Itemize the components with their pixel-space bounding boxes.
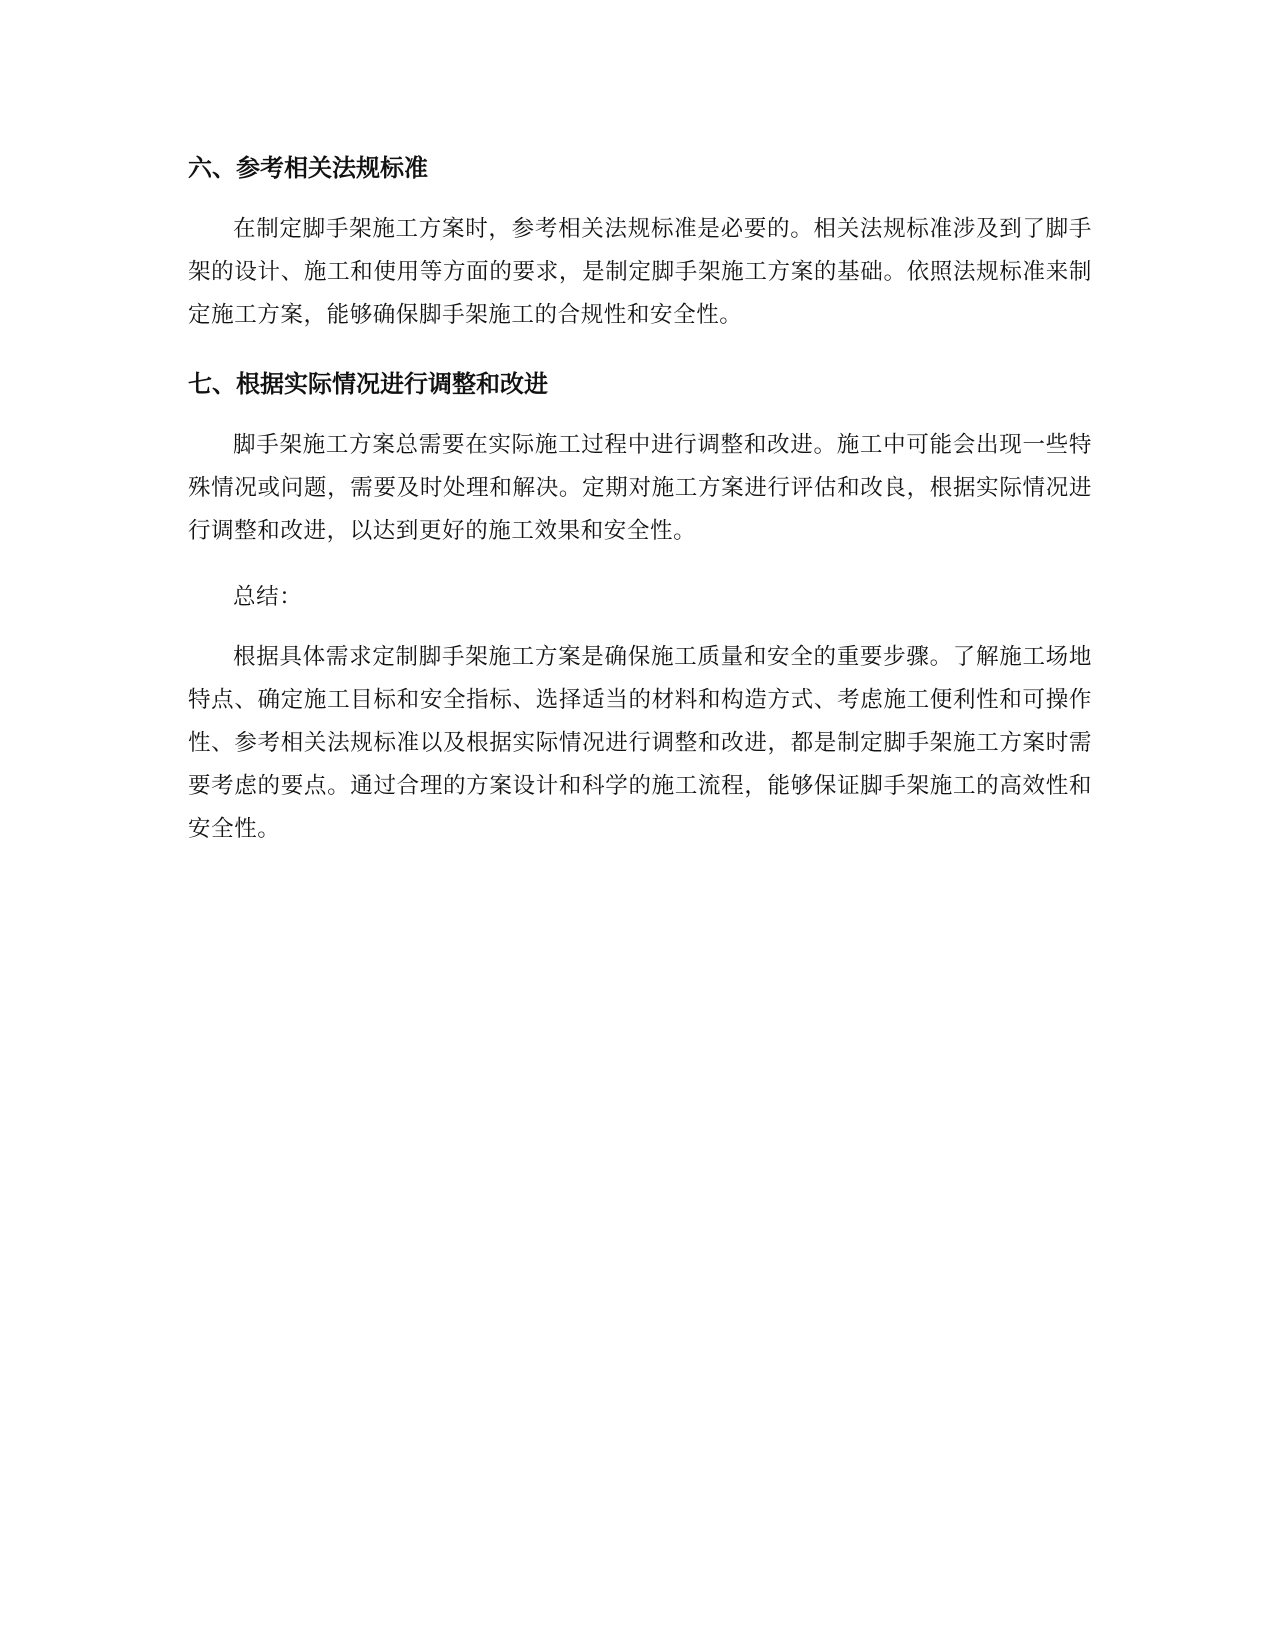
section-paragraph-6: 在制定脚手架施工方案时，参考相关法规标准是必要的。相关法规标准涉及到了脚手架的设计、施工和使用等方面的要求，是制定脚手架施工方案的基础。依照法规标准来制定施工方案，能够确保脚手架施工的合规性和安全性。 <box>188 216 1092 328</box>
summary-label: 总结： <box>233 584 303 610</box>
section-paragraph-7: 脚手架施工方案总需要在实际施工过程中进行调整和改进。施工中可能会出现一些特殊情况或问题，需要及时处理和解决。定期对施工方案进行评估和改良，根据实际情况进行调整和改进，以达到更好的施工效果和安全性。 <box>188 432 1092 544</box>
summary-paragraph: 根据具体需求定制脚手架施工方案是确保施工质量和安全的重要步骤。了解施工场地特点、确定施工目标和安全指标、选择适当的材料和构造方式、考虑施工便利性和可操作性、参考相关法规标准以及根据实际情况进行调整和改进，都是制定脚手架施工方案时需要考虑的要点。通过合理的方案设计和科学的施工流程，能够保证脚手架施工的高效性和安全性。 <box>188 644 1092 842</box>
section-heading-7: 七、根据实际情况进行调整和改进 <box>188 370 548 398</box>
section-heading-6: 六、参考相关法规标准 <box>188 154 428 182</box>
